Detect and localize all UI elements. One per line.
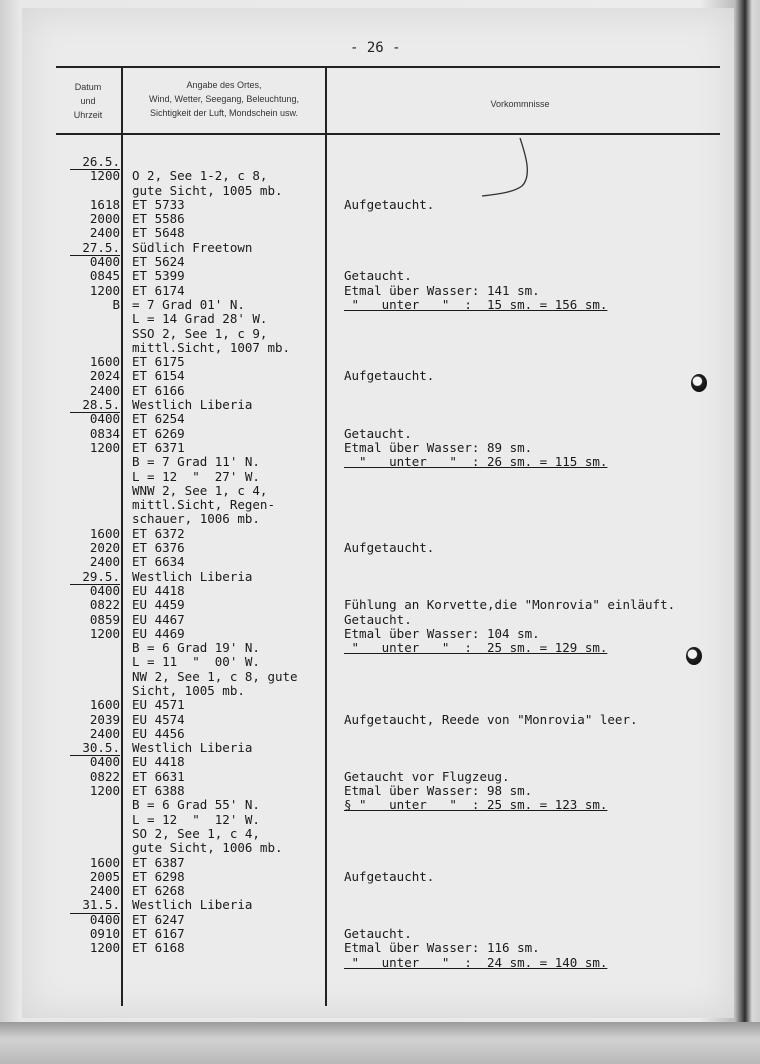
entry-note: " unter " : 15 sm. = 156 sm. [344, 296, 608, 312]
entry-note: Aufgetaucht. [344, 868, 435, 884]
entry-place: mittl.Sicht, Regen- [132, 497, 275, 513]
entry-place: ET 6372 [132, 525, 185, 541]
entry-time: 1200 [89, 282, 120, 298]
log-row [0, 412, 760, 426]
entry-place: gute Sicht, 1005 mb. [132, 182, 283, 198]
entry-note: Etmal über Wasser: 141 sm. [344, 282, 540, 298]
entry-place: ET 6376 [132, 540, 185, 556]
entry-note: Aufgetaucht, Reede von "Monrovia" leer. [344, 711, 638, 727]
entry-time: 30.5. [70, 741, 120, 756]
entry-time: 0400 [89, 411, 120, 427]
entry-time: 31.5. [70, 898, 120, 913]
entry-place: L = 11 " 00' W. [132, 654, 260, 670]
log-row [0, 484, 760, 498]
header-angabe-line: Wind, Wetter, Seegang, Beleuchtung, [149, 94, 299, 104]
log-row [0, 241, 760, 255]
log-row [0, 455, 760, 469]
entry-place: = 7 Grad 01' N. [132, 296, 245, 312]
log-row [0, 755, 760, 769]
entry-place: ET 5624 [132, 254, 185, 270]
entry-time: 0859 [89, 611, 120, 627]
log-row [0, 584, 760, 598]
page-number: - 26 - [350, 40, 401, 56]
entry-time: 2400 [89, 725, 120, 741]
entry-place: Westlich Liberia [132, 568, 253, 584]
entry-place: B = 6 Grad 55' N. [132, 797, 260, 813]
entry-place: O 2, See 1-2, c 8, [132, 168, 268, 184]
log-row [0, 212, 760, 226]
entry-time: 0400 [89, 911, 120, 927]
log-row [0, 741, 760, 755]
log-row [0, 641, 760, 655]
entry-place: ET 6154 [132, 368, 185, 384]
entry-note: Getaucht. [344, 268, 412, 284]
entry-time: 1200 [89, 439, 120, 455]
log-row [0, 898, 760, 912]
log-row [0, 512, 760, 526]
entry-time: 1200 [89, 940, 120, 956]
log-row [0, 570, 760, 584]
entry-place: ET 6371 [132, 439, 185, 455]
punch-hole [691, 374, 707, 392]
entry-time: 1200 [89, 625, 120, 641]
entry-time: 2400 [89, 382, 120, 398]
entry-time: 1600 [89, 354, 120, 370]
log-row [0, 856, 760, 870]
entry-place: ET 5399 [132, 268, 185, 284]
entry-place: EU 4418 [132, 582, 185, 598]
log-row [0, 555, 760, 569]
log-row [0, 341, 760, 355]
log-row [0, 312, 760, 326]
entry-note: Etmal über Wasser: 89 sm. [344, 439, 533, 455]
log-row [0, 398, 760, 412]
log-row [0, 541, 760, 555]
log-entries [0, 155, 760, 970]
entry-place: Westlich Liberia [132, 897, 253, 913]
entry-time: 28.5. [70, 398, 120, 413]
entry-note: " unter " : 24 sm. = 140 sm. [344, 954, 608, 970]
entry-time: 0400 [89, 254, 120, 270]
entry-note: " unter " : 26 sm. = 115 sm. [344, 454, 608, 470]
entry-place: L = 14 Grad 28' W. [132, 311, 268, 327]
entry-place: NW 2, See 1, c 8, gute [132, 668, 298, 684]
log-row [0, 327, 760, 341]
entry-place: EU 4456 [132, 725, 185, 741]
log-row [0, 284, 760, 298]
table-top-rule [56, 66, 720, 68]
entry-note: Etmal über Wasser: 98 sm. [344, 783, 533, 799]
entry-time: 29.5. [70, 570, 120, 585]
entry-place: WNW 2, See 1, c 4, [132, 482, 268, 498]
entry-place: ET 5733 [132, 196, 185, 212]
header-angabe-line: Angabe des Ortes, [186, 80, 262, 90]
log-row [0, 784, 760, 798]
entry-time: 0834 [89, 425, 120, 441]
entry-time: 0822 [89, 768, 120, 784]
log-row [0, 441, 760, 455]
log-row [0, 427, 760, 441]
log-row [0, 355, 760, 369]
entry-time: 0822 [89, 597, 120, 613]
entry-place: EU 4418 [132, 754, 185, 770]
entry-time: 2024 [89, 368, 120, 384]
log-row [0, 956, 760, 970]
entry-time: B [112, 296, 120, 312]
entry-place: SO 2, See 1, c 4, [132, 825, 260, 841]
entry-note: Aufgetaucht. [344, 368, 435, 384]
entry-place: ET 6388 [132, 783, 185, 799]
entry-place: EU 4574 [132, 711, 185, 727]
entry-note: Getaucht. [344, 611, 412, 627]
entry-time: 1600 [89, 697, 120, 713]
log-row [0, 713, 760, 727]
entry-place: ET 5586 [132, 211, 185, 227]
entry-time: 2039 [89, 711, 120, 727]
entry-time: 26.5. [70, 155, 120, 170]
entry-place: mittl.Sicht, 1007 mb. [132, 339, 291, 355]
log-row [0, 226, 760, 240]
log-row [0, 913, 760, 927]
entry-place: schauer, 1006 mb. [132, 511, 260, 527]
log-row [0, 627, 760, 641]
punch-hole [686, 647, 702, 665]
entry-time: 27.5. [70, 241, 120, 256]
log-row [0, 670, 760, 684]
log-row [0, 369, 760, 383]
log-row [0, 927, 760, 941]
entry-place: EU 4571 [132, 697, 185, 713]
entry-time: 2400 [89, 883, 120, 899]
entry-note: Getaucht. [344, 926, 412, 942]
entry-place: Südlich Freetown [132, 239, 253, 255]
header-datum-line: Uhrzeit [73, 110, 103, 120]
log-row [0, 598, 760, 612]
header-vorkommnisse: Vorkommnisse [490, 99, 550, 109]
entry-time: 2400 [89, 225, 120, 241]
entry-time: 1200 [89, 783, 120, 799]
entry-place: ET 6247 [132, 911, 185, 927]
entry-place: ET 6168 [132, 940, 185, 956]
entry-time: 2005 [89, 868, 120, 884]
entry-place: ET 6254 [132, 411, 185, 427]
entry-time: 1618 [89, 196, 120, 212]
entry-place: L = 12 " 12' W. [132, 811, 260, 827]
entry-time: 1600 [89, 525, 120, 541]
entry-time: 1600 [89, 854, 120, 870]
entry-place: Westlich Liberia [132, 397, 253, 413]
entry-place: ET 6175 [132, 354, 185, 370]
log-row [0, 727, 760, 741]
log-row [0, 813, 760, 827]
header-angabe [124, 78, 324, 120]
log-row [0, 698, 760, 712]
log-row [0, 184, 760, 198]
entry-place: ET 6634 [132, 554, 185, 570]
scanner-bottom-edge [0, 1022, 760, 1064]
log-row [0, 655, 760, 669]
header-datum-line: Datum [74, 82, 102, 92]
entry-place: ET 6269 [132, 425, 185, 441]
log-row [0, 870, 760, 884]
entry-place: Sicht, 1005 mb. [132, 682, 245, 698]
entry-time: 1200 [89, 168, 120, 184]
header-datum [56, 80, 120, 122]
log-row [0, 169, 760, 183]
log-row [0, 684, 760, 698]
log-row [0, 884, 760, 898]
log-row [0, 841, 760, 855]
entry-note: Getaucht vor Flugzeug. [344, 768, 510, 784]
entry-time: 0400 [89, 582, 120, 598]
log-row [0, 155, 760, 169]
entry-place: gute Sicht, 1006 mb. [132, 840, 283, 856]
log-row [0, 770, 760, 784]
entry-time: 0845 [89, 268, 120, 284]
log-row [0, 498, 760, 512]
log-row [0, 827, 760, 841]
log-row [0, 298, 760, 312]
log-row [0, 255, 760, 269]
entry-place: ET 6166 [132, 382, 185, 398]
entry-place: ET 6167 [132, 926, 185, 942]
log-row [0, 613, 760, 627]
entry-time: 0910 [89, 926, 120, 942]
entry-place: EU 4467 [132, 611, 185, 627]
log-row [0, 941, 760, 955]
entry-note: Getaucht. [344, 425, 412, 441]
entry-place: EU 4469 [132, 625, 185, 641]
entry-time: 2400 [89, 554, 120, 570]
entry-place: Westlich Liberia [132, 740, 253, 756]
entry-time: 2020 [89, 540, 120, 556]
log-row [0, 470, 760, 484]
entry-place: L = 12 " 27' W. [132, 468, 260, 484]
log-row [0, 527, 760, 541]
entry-place: ET 5648 [132, 225, 185, 241]
entry-note: Aufgetaucht. [344, 540, 435, 556]
entry-note: Fühlung an Korvette,die "Monrovia" einläuft. [344, 597, 676, 613]
entry-note: Aufgetaucht. [344, 196, 435, 212]
entry-place: ET 6298 [132, 868, 185, 884]
entry-note: Etmal über Wasser: 116 sm. [344, 940, 540, 956]
header-datum-line: und [80, 96, 96, 106]
entry-place: ET 6387 [132, 854, 185, 870]
entry-place: EU 4459 [132, 597, 185, 613]
log-row [0, 798, 760, 812]
entry-note: Etmal über Wasser: 104 sm. [344, 625, 540, 641]
entry-time: 2000 [89, 211, 120, 227]
entry-place: ET 6268 [132, 883, 185, 899]
log-row [0, 269, 760, 283]
header-angabe-line: Sichtigkeit der Luft, Mondschein usw. [149, 108, 299, 118]
entry-place: SSO 2, See 1, c 9, [132, 325, 268, 341]
entry-place: B = 6 Grad 19' N. [132, 640, 260, 656]
entry-time: 0400 [89, 754, 120, 770]
entry-place: ET 6631 [132, 768, 185, 784]
log-row [0, 384, 760, 398]
entry-place: ET 6174 [132, 282, 185, 298]
entry-note: " unter " : 25 sm. = 129 sm. [344, 640, 608, 656]
entry-place: B = 7 Grad 11' N. [132, 454, 260, 470]
entry-note: § " unter " : 25 sm. = 123 sm. [344, 797, 608, 813]
log-row [0, 198, 760, 212]
table-header-rule [56, 133, 720, 135]
